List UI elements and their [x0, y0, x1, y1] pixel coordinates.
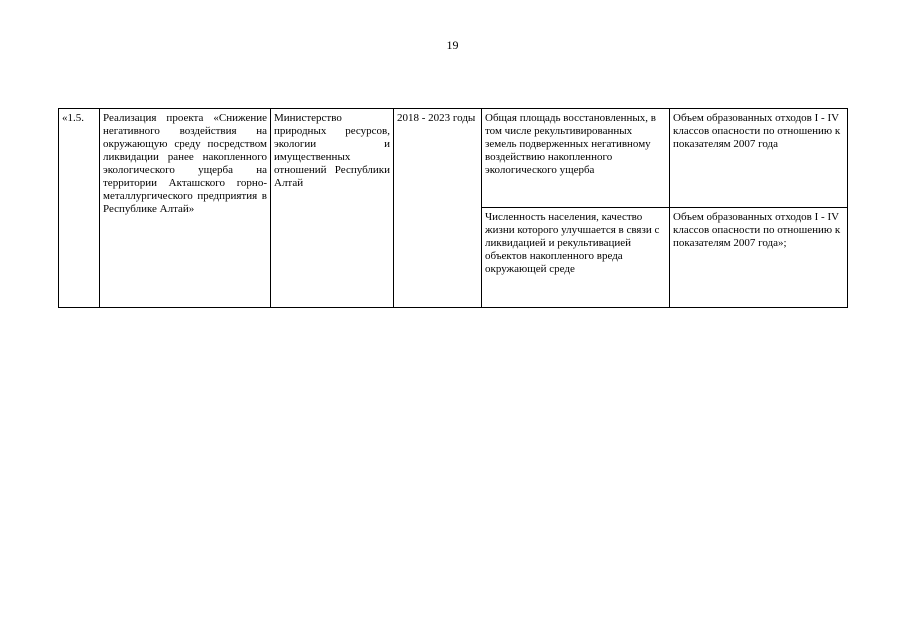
indicator-target-2: Численность населения, качество жизни которого улучшается в связи с ликвидацией и рекультивацией объектов накопленного вреда окружающей среде — [485, 211, 660, 275]
indicator-target-1: Общая площадь восстановленных, в том числе рекультивированных земель подверженных негативному воздействию накопленного экологического ущерба — [485, 112, 656, 176]
indicator-target-cell-1 — [482, 109, 670, 208]
row-number: «1.5. — [62, 112, 84, 124]
indicator-target-cell-2 — [482, 208, 670, 308]
responsible-ministry: Министерство природных ресурсов, экологии и имущественных отношений Республики Алтай — [274, 112, 390, 189]
project-name: Реализация проекта «Снижение негативного воздействия на окружающую среду посредством ликвидации ранее накопленного экологического ущерба на территории Акташского горно-металлургического предприятия в Республике Алтай» — [103, 112, 267, 215]
implementation-period: 2018 - 2023 годы — [397, 112, 476, 124]
table-row — [59, 109, 848, 208]
indicator-basis-cell-1 — [670, 109, 848, 208]
measures-table — [58, 108, 848, 308]
indicator-basis-1: Объем образованных отходов I - IV классов опасности по отношению к показателям 2007 года — [673, 112, 841, 150]
indicator-basis-2: Объем образованных отходов I - IV классов опасности по отношению к показателям 2007 года»; — [673, 211, 841, 249]
ministry-cell — [271, 109, 394, 308]
indicator-basis-cell-2 — [670, 208, 848, 308]
project-cell — [100, 109, 271, 308]
page-number: 19 — [446, 38, 459, 52]
row-number-cell — [59, 109, 100, 308]
period-cell — [394, 109, 482, 308]
